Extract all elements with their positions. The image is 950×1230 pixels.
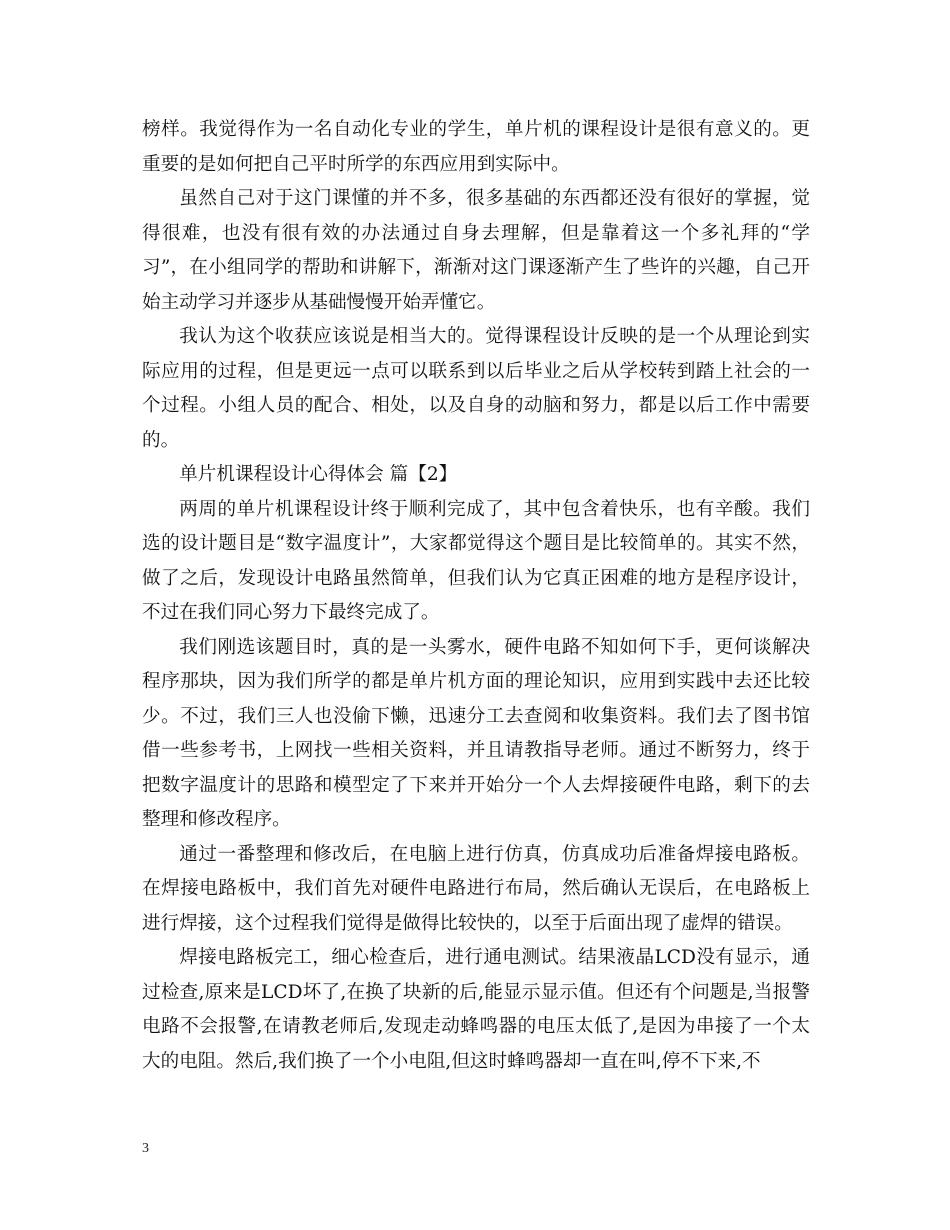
paragraph-5: 两周的单片机课程设计终于顺利完成了，其中包含着快乐，也有辛酸。我们选的设计题目是“数字温度计”，大家都觉得这个题目是比较简单的。其实不然，做了之后，发现设计电路虽然简单，但我们认为它真正困难的地方是程序设计，不过在我们同心努力下最终完成了。 [142, 498, 810, 623]
paragraph-6: 我们刚选该题目时，真的是一头雾水，硬件电路不知如何下手，更何谈解决程序那块，因为我们所学的都是单片机方面的理论知识，应用到实践中去还比较少。不过，我们三人也没偷下懒，迅速分工去查阅和收集资料。我们去了图书馆借一些参考书，上网找一些相关资料，并且请教指导老师。通过不断努力，终于把数字温度计的思路和模型定了下来并开始分一个人去焊接硬件电路，剩下的去整理和修改程序。 [142, 636, 810, 830]
section-heading: 单片机课程设计心得体会 篇【2】 [179, 464, 458, 485]
paragraph-3: 我认为这个收获应该说是相当大的。觉得课程设计反映的是一个从理论到实际应用的过程，但是更远一点可以联系到以后毕业之后从学校转到踏上社会的一个过程。小组人员的配合、相处，以及自身的动脑和努力，都是以后工作中需要的。 [142, 326, 810, 451]
paragraph-7: 通过一番整理和修改后，在电脑上进行仿真，仿真成功后准备焊接电路板。在焊接电路板中，我们首先对硬件电路进行布局，然后确认无误后，在电路板上进行焊接，这个过程我们觉得是做得比较快的，以至于后面出现了虚焊的错误。 [142, 843, 810, 934]
document-body [142, 113, 810, 1079]
page-number: 3 [142, 1141, 149, 1156]
paragraph-8: 焊接电路板完工，细心检查后，进行通电测试。结果液晶LCD没有显示，通过检查,原来是LCD坏了,在换了块新的后,能显示显示值。但还有个问题是,当报警电路不会报警,在请教老师后,发现走动蜂鸣器的电压太低了,是因为串接了一个太大的电阻。然后,我们换了一个小电阻,但这时蜂鸣器却一直在叫,停不下来,不 [142, 947, 810, 1072]
paragraph-2: 虽然自己对于这门课懂的并不多，很多基础的东西都还没有很好的掌握，觉得很难，也没有很有效的办法通过自身去理解，但是靠着这一个多礼拜的“学习”，在小组同学的帮助和讲解下，渐渐对这门课逐渐产生了些许的兴趣，自己开始主动学习并逐步从基础慢慢开始弄懂它。 [142, 188, 810, 313]
paragraph-1: 榜样。我觉得作为一名自动化专业的学生，单片机的课程设计是很有意义的。更重要的是如何把自己平时所学的东西应用到实际中。 [142, 119, 810, 175]
